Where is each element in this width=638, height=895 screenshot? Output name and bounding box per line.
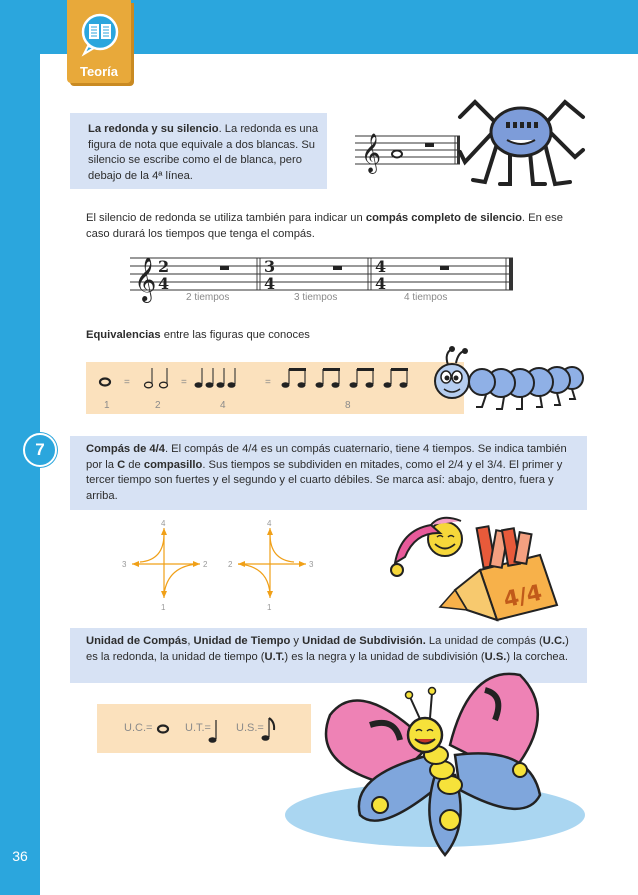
d1-right: 2 (203, 560, 208, 569)
units-text: Unidad de Compás, Unidad de Tiempo y Unidad de Subdivisión. La unidad de compás (U.C.) es la redonda, la unidad de tiempo (U.T.) es la negra y la unidad de subdivisión (U.S.) la corchea. (86, 635, 569, 663)
silence-text: El silencio de redonda se utiliza también para indicar un compás completo de silencio. En ese caso durará los tiempos que tenga el compás. (86, 212, 563, 240)
spider-illustration (455, 92, 590, 192)
tab-label: Teoría (79, 64, 119, 79)
d1-left: 3 (122, 560, 127, 569)
caption-4-tiempos: 4 tiempos (404, 292, 448, 303)
eq-count-8: 8 (345, 400, 351, 411)
redonda-text: La redonda y su silencio. La redonda es una figura de nota que equivale a dos blancas. Su silencio se escribe como el de blanca, pero debajo de la 4ª línea. (88, 123, 319, 182)
ts1-top: 2 (158, 257, 170, 276)
d1-top: 4 (161, 519, 166, 528)
ts1-bottom: 4 (158, 274, 170, 293)
page-number: 36 (12, 848, 28, 864)
eq-sign-1: = (124, 377, 130, 388)
conducting-diagram-1 (118, 518, 218, 613)
us-label: U.S.= (236, 722, 264, 734)
eq-sign-3: = (265, 377, 271, 388)
jester-box-illustration (385, 515, 565, 625)
staff-whole-note (355, 132, 465, 172)
equivalences-title: Equivalencias entre las figuras que conoces (86, 329, 310, 341)
d1-bottom: 1 (161, 603, 166, 612)
butterfly-illustration (270, 655, 600, 860)
ts3-bottom: 4 (375, 274, 387, 293)
caption-2-tiempos: 2 tiempos (186, 292, 230, 303)
eq-count-2: 2 (155, 400, 161, 411)
eq-count-1: 1 (104, 400, 110, 411)
ts2-bottom: 4 (264, 274, 276, 293)
caption-3-tiempos: 3 tiempos (294, 292, 338, 303)
section-number-badge: 7 (23, 433, 57, 467)
conducting-diagram-2 (224, 518, 324, 613)
open-book-icon (80, 12, 120, 56)
d2-bottom: 1 (267, 603, 272, 612)
d2-top: 4 (267, 519, 272, 528)
eq-sign-2: = (181, 377, 187, 388)
caterpillar-illustration (422, 345, 592, 420)
d2-right: 3 (309, 560, 314, 569)
eq-count-4: 4 (220, 400, 226, 411)
box-label: 4/4 (501, 580, 545, 614)
svg-text:𝄞: 𝄞 (361, 133, 382, 173)
ts3-top: 4 (375, 257, 387, 276)
ts2-top: 3 (264, 257, 276, 276)
d2-left: 2 (228, 560, 233, 569)
compas-text: Compás de 4/4. El compás de 4/4 es un compás cuaternario, tiene 4 tiempos. Se indica también por la C de compasillo. Sus tiempos se subdividen en mitades, como el 2/4 y el 3/4. El primer y tercer tiempo son fuertes y el segundo y el cuarto débiles. Se marca así: abajo, dentro, fuera y arriba. (86, 443, 567, 502)
svg-text:𝄞: 𝄞 (134, 257, 157, 301)
uc-label: U.C.= (124, 722, 153, 734)
ut-label: U.T.= (185, 722, 211, 734)
equivalences-notes (86, 362, 426, 414)
